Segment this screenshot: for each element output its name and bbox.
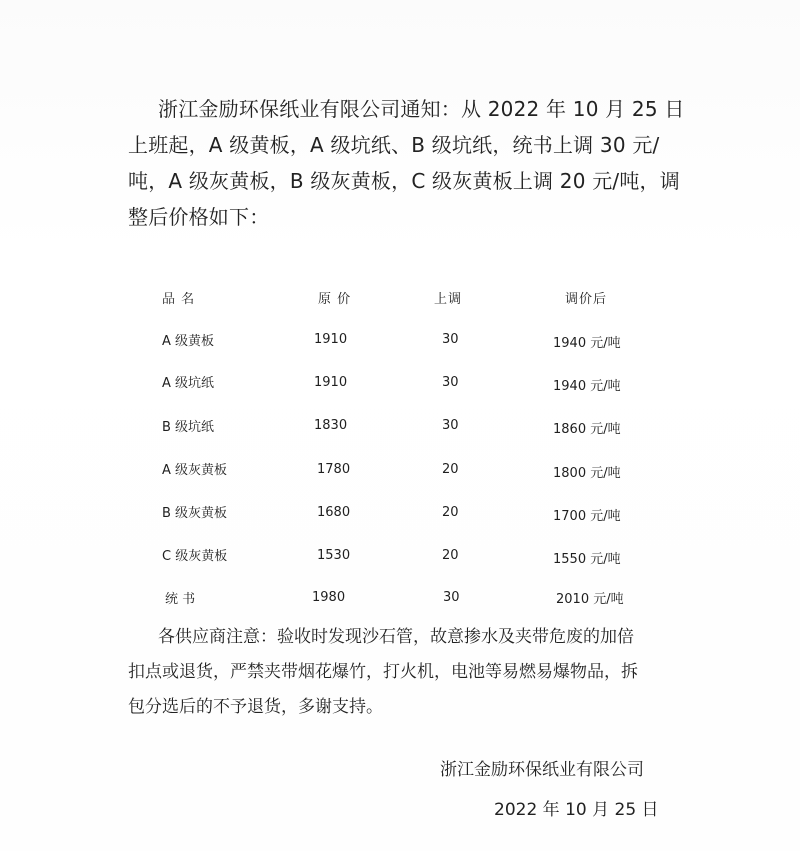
remark-line: 扣点或退货，严禁夹带烟花爆竹，打火机，电池等易燃易爆物品，拆	[128, 662, 638, 682]
notice-line: 整后价格如下：	[128, 205, 270, 229]
row-original-price: 1980	[312, 590, 346, 605]
row-product-name: A 级灰黄板	[162, 463, 228, 478]
row-increase: 20	[442, 505, 459, 520]
row-product-name: 统 书	[165, 592, 196, 607]
row-adjusted-price: 1700 元/吨	[553, 509, 621, 524]
row-adjusted-price: 1940 元/吨	[553, 336, 621, 351]
header-product-name: 品 名	[162, 292, 196, 307]
notice-line: 吨，A 级灰黄板，B 级灰黄板，C 级灰黄板上调 20 元/吨，调	[128, 169, 680, 193]
row-increase: 30	[442, 375, 459, 390]
row-increase: 30	[443, 590, 460, 605]
notice-line: 上班起，A 级黄板，A 级坑纸、B 级坑纸，统书上调 30 元/	[128, 133, 660, 157]
row-original-price: 1680	[317, 505, 351, 520]
row-adjusted-price: 1800 元/吨	[553, 466, 621, 481]
header-adjusted-price: 调价后	[565, 292, 608, 307]
header-original-price: 原 价	[318, 292, 352, 307]
row-increase: 30	[442, 332, 459, 347]
row-increase: 20	[442, 462, 459, 477]
row-product-name: C 级灰黄板	[162, 549, 228, 564]
row-product-name: A 级黄板	[162, 334, 215, 349]
row-adjusted-price: 1940 元/吨	[553, 379, 621, 394]
signature-company: 浙江金励环保纸业有限公司	[440, 760, 644, 780]
remark-line: 包分选后的不予退货，多谢支持。	[128, 697, 383, 717]
row-product-name: B 级灰黄板	[162, 506, 228, 521]
row-adjusted-price: 1860 元/吨	[553, 422, 621, 437]
row-increase: 20	[442, 548, 459, 563]
notice-line: 浙江金励环保纸业有限公司通知：从 2022 年 10 月 25 日	[158, 97, 685, 121]
row-original-price: 1910	[314, 332, 348, 347]
remark-line: 各供应商注意：验收时发现沙石管，故意掺水及夹带危废的加倍	[158, 627, 634, 647]
row-original-price: 1910	[314, 375, 348, 390]
row-adjusted-price: 1550 元/吨	[553, 552, 621, 567]
row-original-price: 1780	[317, 462, 351, 477]
row-original-price: 1830	[314, 418, 348, 433]
row-adjusted-price: 2010 元/吨	[556, 592, 624, 607]
row-product-name: B 级坑纸	[162, 420, 215, 435]
row-original-price: 1530	[317, 548, 351, 563]
signature-date: 2022 年 10 月 25 日	[494, 800, 659, 820]
row-increase: 30	[442, 418, 459, 433]
supplier-remark	[128, 620, 728, 725]
row-product-name: A 级坑纸	[162, 376, 215, 391]
header-increase: 上调	[434, 292, 463, 307]
